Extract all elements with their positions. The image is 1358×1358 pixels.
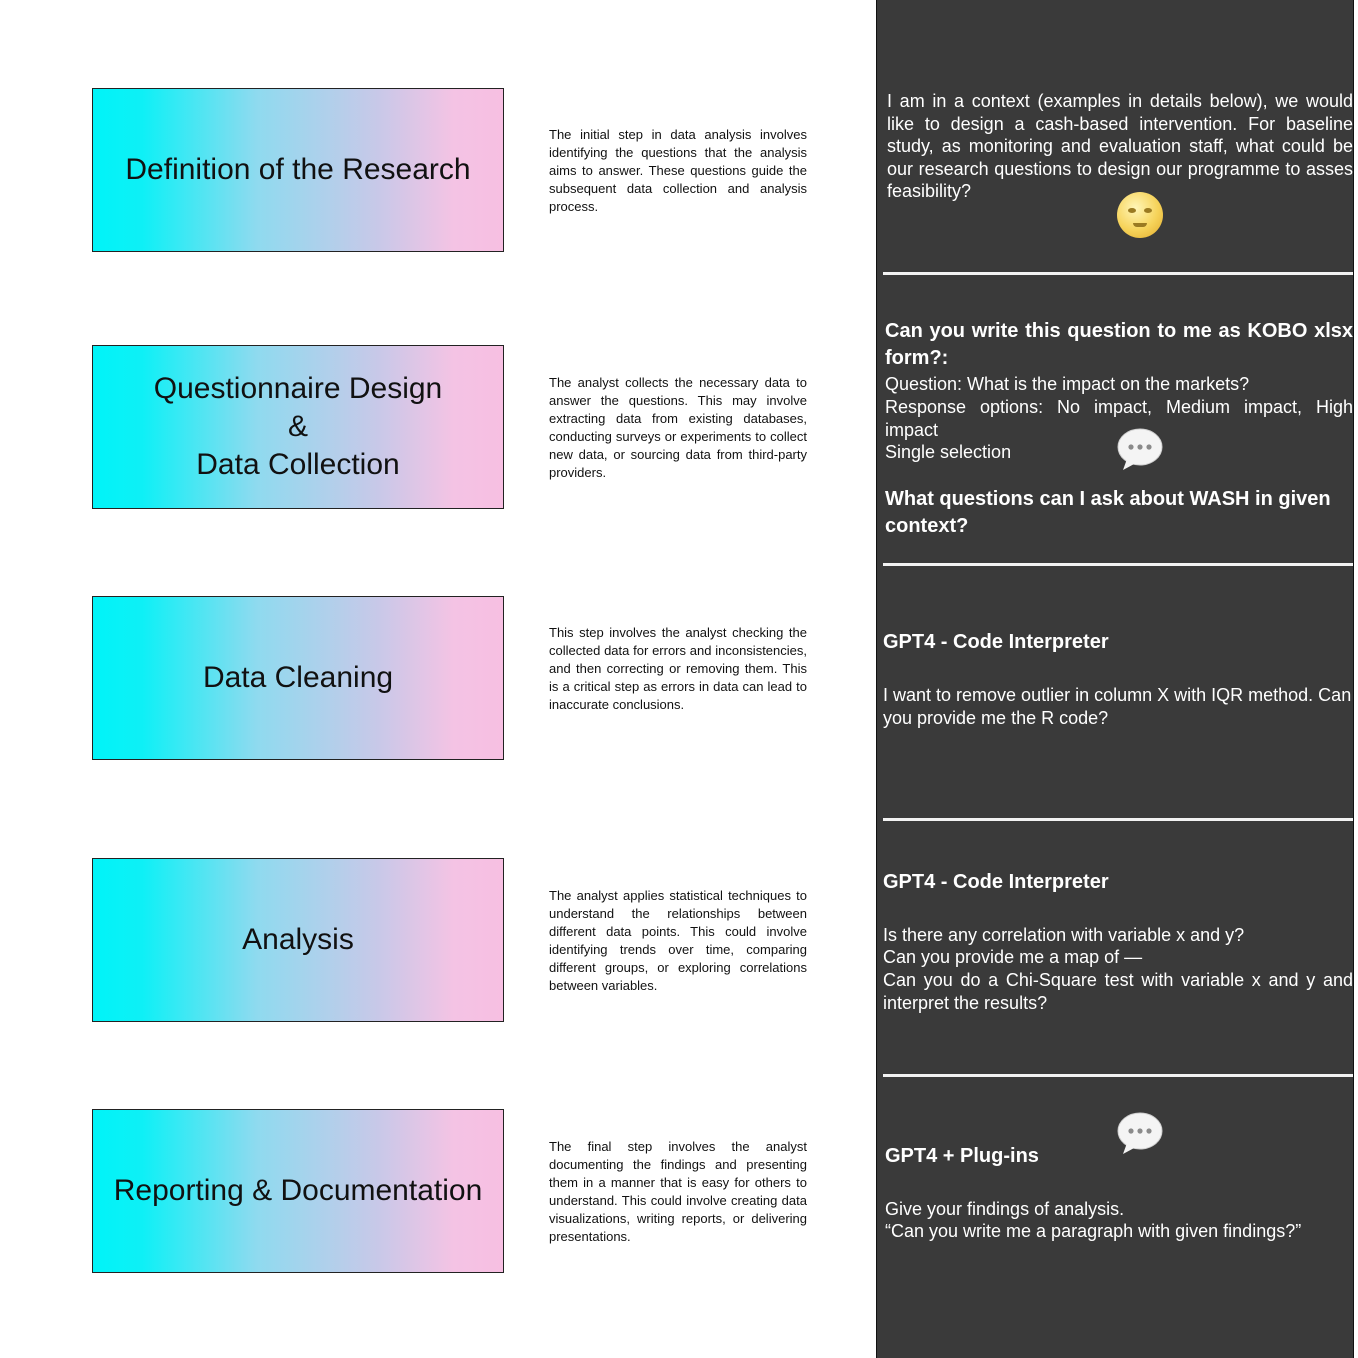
speech-bubble-icon [1117,426,1163,472]
moon-face-icon [1117,192,1163,238]
step-description-reporting: The final step involves the analyst documenting the findings and presenting them in a manner that is easy for others to understand. This could involve creating data visualizations, writing reports, or delivering presentations. [549,1139,807,1244]
step-box-analysis [92,858,504,1022]
step-title [125,151,470,189]
step-description-definition: The initial step in data analysis involves identifying the questions that the analysis aims to answer. These questions guide the subsequent data collection and analysis process. [549,127,807,214]
step-description-questionnaire: The analyst collects the necessary data to answer the questions. This may involve extracting data from existing databases, conducting surveys or experiments to collect new data, or sourcing data from third-party providers. [549,375,807,480]
findings-prompt: Give your findings of analysis. [885,1199,1125,1219]
kobo-question-line: Question: What is the impact on the markets? [885,374,1250,394]
step-title [203,659,393,697]
map-prompt: Can you provide me a map of — [883,947,1143,967]
step-description-analysis: The analyst applies statistical techniques to understand the relationships between different data points. This could involve identifying trends over time, comparing different groups, or exploring correlations between variables. [549,888,807,993]
code-interpreter-heading-2: GPT4 - Code Interpreter [883,871,1109,893]
chi-square-prompt: Can you do a Chi-Square test with variable x and y and interpret the results? [883,970,1353,1013]
section-divider [883,1074,1353,1077]
step-box-reporting [92,1109,504,1273]
code-interpreter-heading: GPT4 - Code Interpreter [883,631,1109,653]
kobo-response-options: Response options: No impact, Medium impact, High impact [885,397,1353,440]
wash-question-heading: What questions can I ask about WASH in given context? [885,488,1331,537]
step-title-line: Definition of the Research [125,153,471,186]
kobo-question-heading: Can you write this question to me as KOBO xlsx form?: [885,320,1353,369]
step-title-line: Reporting & Documentation [113,1174,483,1207]
outlier-prompt: I want to remove outlier in column X with IQR method. Can you provide me the R code? [883,685,1352,728]
research-prompt: I am in a context (examples in details below), we would like to design a cash-based intervention. For baseline study, as monitoring and evaluation staff, what could be our research questions to design our programme to asses feasibility? [887,91,1353,201]
paragraph-prompt: “Can you write me a paragraph with given findings?” [885,1221,1302,1241]
prompt-panel [876,0,1354,1358]
step-title [114,1172,483,1210]
step-title [242,921,354,959]
step-description-cleaning: This step involves the analyst checking the collected data for errors and inconsistencies, and then correcting or removing them. This is a critical step as errors in data can lead to inaccurate conclusions. [549,625,807,712]
step-title-line: Analysis [242,923,354,956]
step-title-line: Data Cleaning [202,661,394,694]
section-divider [883,563,1353,566]
step-title-line: Data Collection [196,448,400,481]
step-box-questionnaire [92,345,504,509]
step-title-line: & [287,410,308,443]
kobo-selection-type: Single selection [885,442,1012,462]
step-title-line: Questionnaire Design [153,372,443,405]
correlation-prompt: Is there any correlation with variable x and y? [883,925,1245,945]
step-box-definition [92,88,504,252]
section-divider [883,272,1353,275]
plugins-heading: GPT4 + Plug-ins [885,1145,1039,1167]
step-title [154,370,443,484]
section-divider [883,818,1353,821]
step-box-cleaning [92,596,504,760]
